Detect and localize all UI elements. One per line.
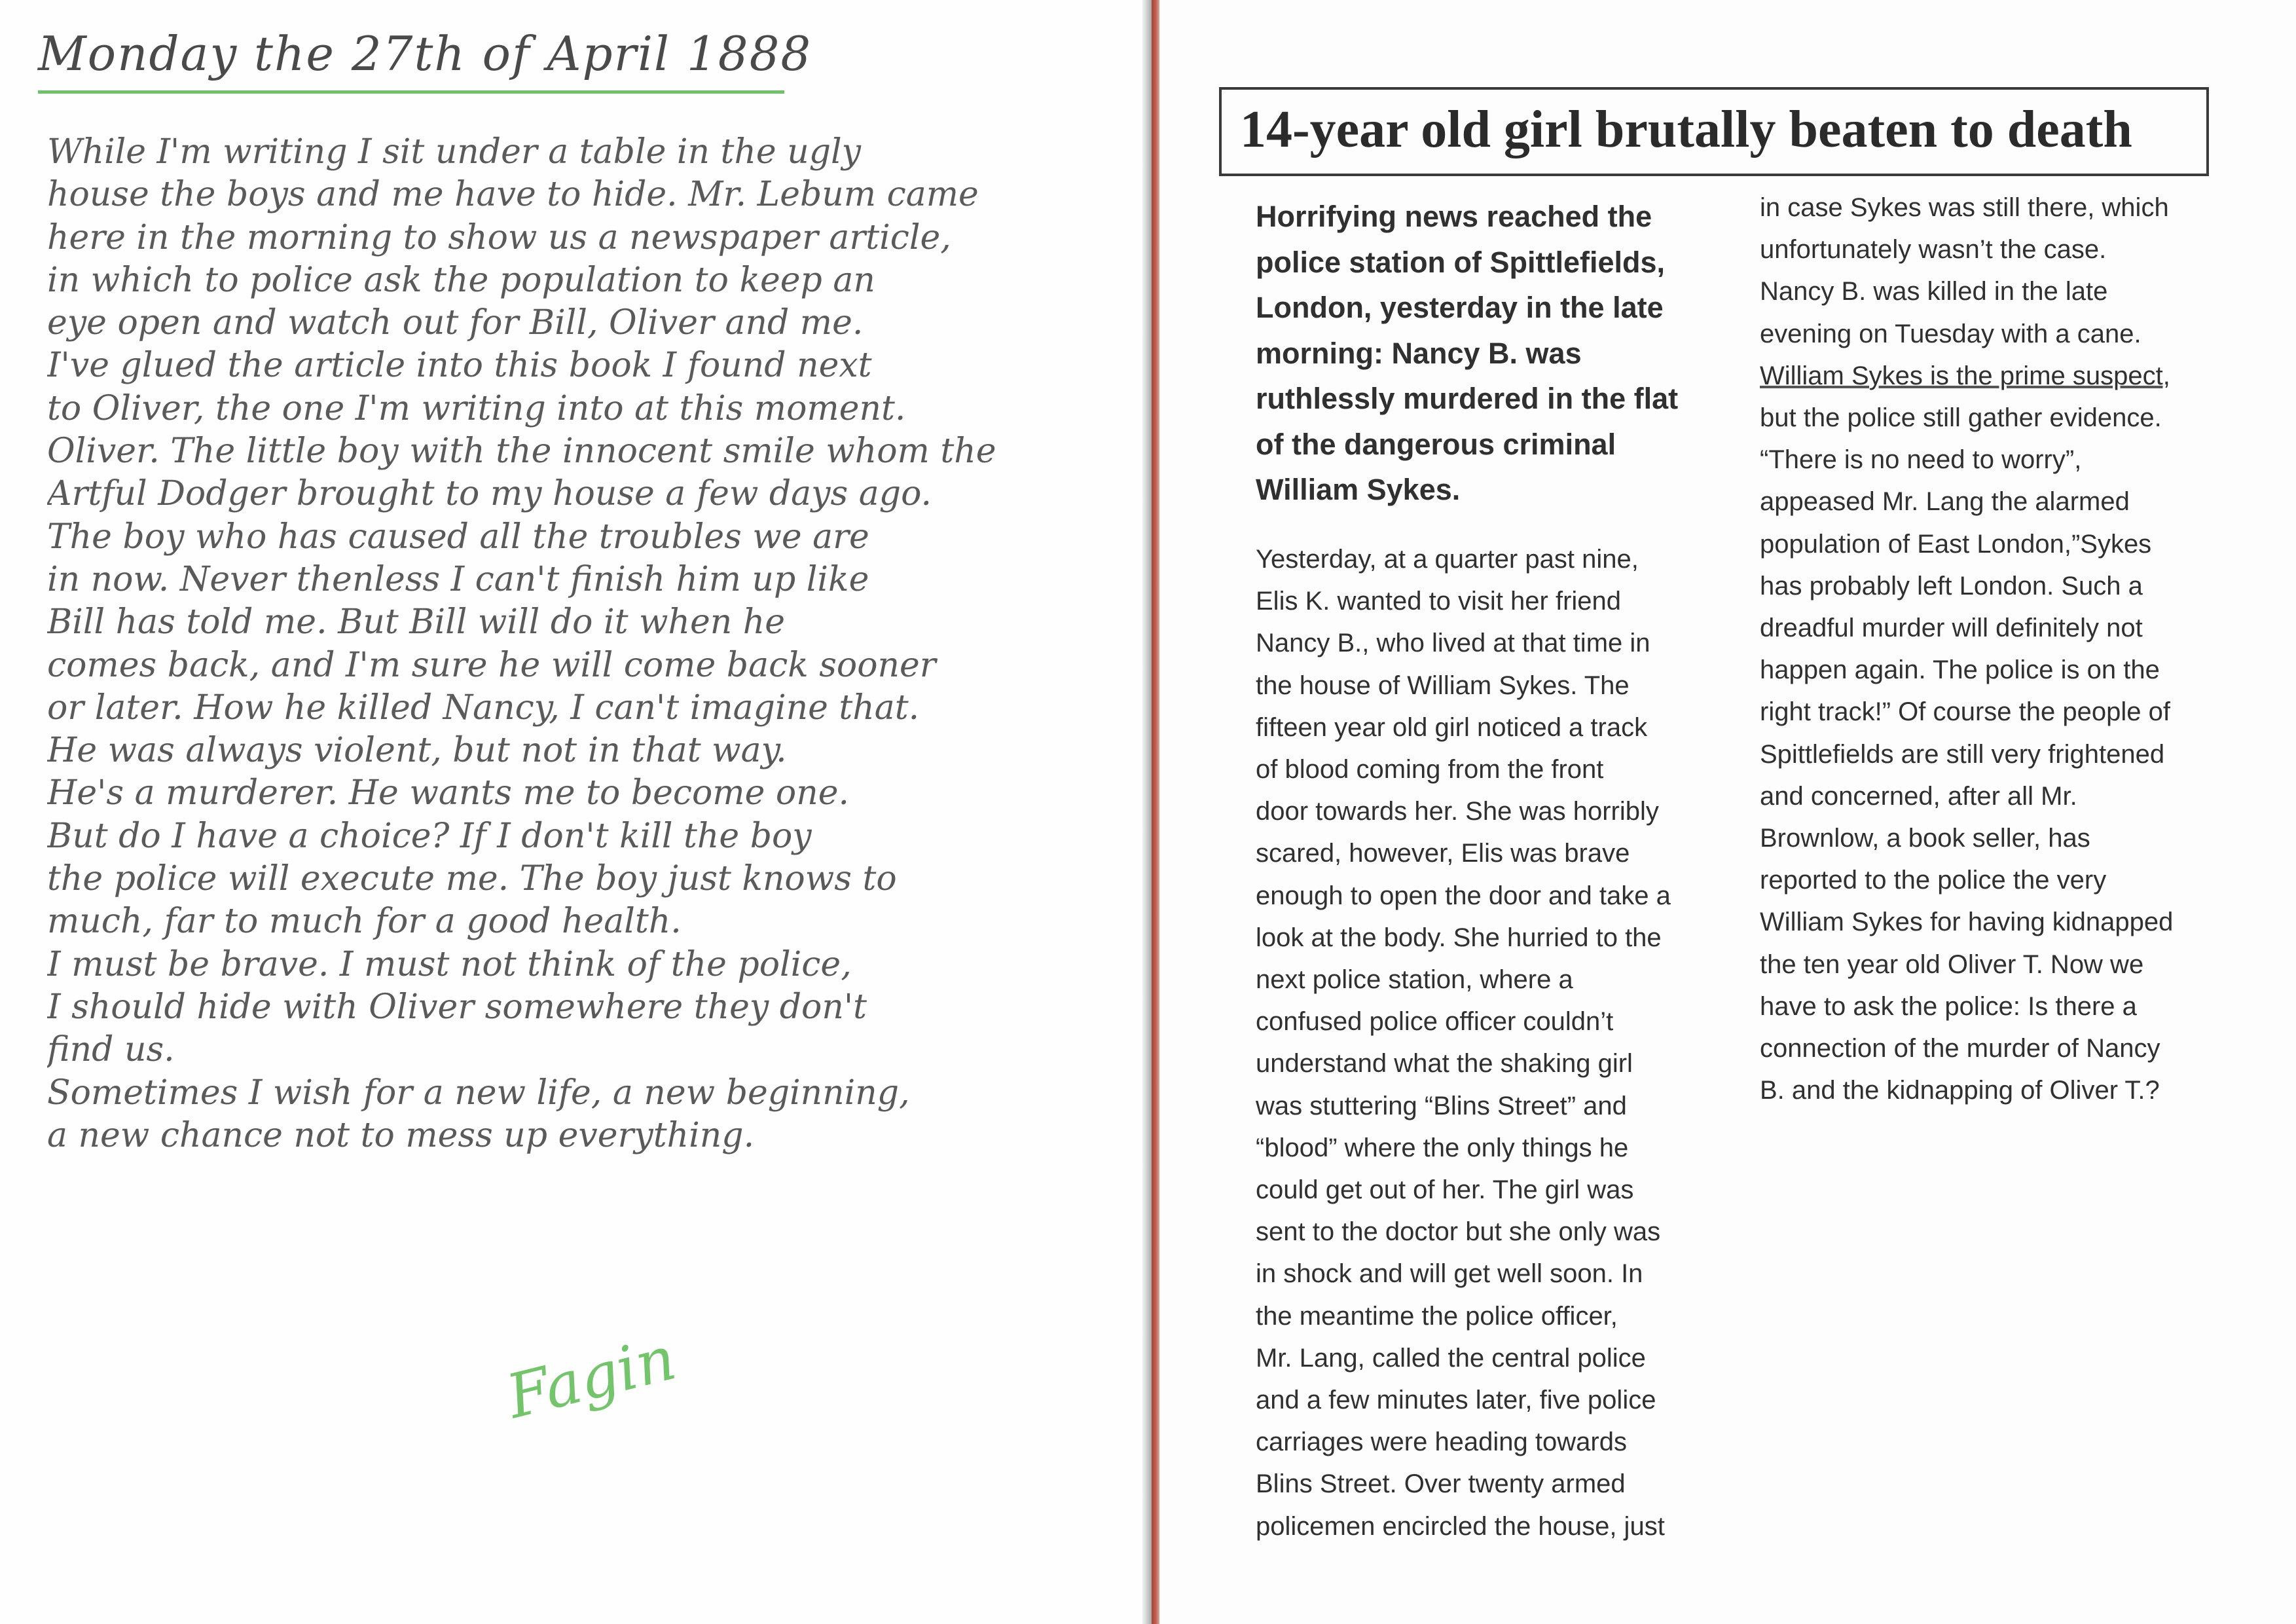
diary-line: the police will execute me. The boy just knows to <box>47 859 897 899</box>
article-right-line: Brownlow, a book seller, has <box>1760 824 2090 853</box>
diary-line: find us. <box>47 1030 175 1070</box>
diary-line: in which to police ask the population to keep an <box>47 260 875 300</box>
binding-edge <box>1152 0 1159 1624</box>
diary-line: Sometimes I wish for a new life, a new beginning, <box>47 1073 910 1113</box>
article-right-line: has probably left London. Such a <box>1760 571 2143 600</box>
diary-line: Bill has told me. But Bill will do it when he <box>47 602 786 642</box>
article-right-line: happen again. The police is on the <box>1760 655 2160 685</box>
diary-line: here in the morning to show us a newspaper article, <box>47 217 951 257</box>
diary-line: to Oliver, the one I'm writing into at this moment. <box>47 388 906 428</box>
article-body-line: fifteen year old girl noticed a track <box>1256 712 1648 742</box>
article-right-line: Spittlefields are still very frightened <box>1760 739 2165 769</box>
diary-line: He's a murderer. He wants me to become one. <box>47 773 850 813</box>
article-lead-line: Horrifying news reached the <box>1256 200 1652 233</box>
article-right-line: have to ask the police: Is there a <box>1760 991 2137 1021</box>
article-body-left <box>1256 538 1740 1547</box>
article-body-line: the meantime the police officer, <box>1256 1301 1618 1331</box>
article-body-line: policemen encircled the house, just <box>1256 1511 1665 1541</box>
article-right-line: dreadful murder will definitely not <box>1760 614 2143 643</box>
article-headline: 14-year old girl brutally beaten to death <box>1240 101 2132 158</box>
article-body-line: Elis K. wanted to visit her friend <box>1256 587 1622 616</box>
article-lead-line: ruthlessly murdered in the flat <box>1256 382 1679 415</box>
headline-box <box>1219 87 2209 176</box>
article-lead-line: morning: Nancy B. was <box>1256 336 1582 370</box>
article-body-line: was stuttering “Blins Street” and <box>1256 1091 1627 1120</box>
article-right-line: appeased Mr. Lang the alarmed <box>1760 487 2130 517</box>
diary-line: Oliver. The little boy with the innocent smile whom the <box>47 432 996 471</box>
article-body-line: the house of William Sykes. The <box>1256 671 1630 700</box>
article-lead-line: police station of Spittlefields, <box>1256 245 1666 279</box>
article-right-line: Nancy B. was killed in the late <box>1760 277 2108 306</box>
article-body-line: Mr. Lang, called the central police <box>1256 1343 1646 1373</box>
diary-date: Monday the 27th of April 1888 <box>38 26 812 81</box>
diary-line: Artful Dodger brought to my house a few days ago. <box>47 474 932 514</box>
date-underline <box>38 90 784 94</box>
article-body-right <box>1760 187 2212 1111</box>
article-lead-line: London, yesterday in the late <box>1256 291 1664 324</box>
article-right-line: the ten year old Oliver T. Now we <box>1760 950 2144 979</box>
diary-body <box>47 131 1127 1157</box>
article-body-line: and a few minutes later, five police <box>1256 1386 1656 1415</box>
article-body-line: Yesterday, at a quarter past nine, <box>1256 545 1639 574</box>
article-body-line: carriages were heading towards <box>1256 1428 1627 1457</box>
article-right-line: population of East London,”Sykes <box>1760 529 2152 559</box>
article-body-line: enough to open the door and take a <box>1256 881 1671 910</box>
article-right-line: William Sykes is the prime suspect, <box>1760 361 2170 390</box>
article-right-line: “There is no need to worry”, <box>1760 445 2082 475</box>
article-right-line: B. and the kidnapping of Oliver T.? <box>1760 1076 2160 1105</box>
article-lead-line: William Sykes. <box>1256 473 1461 506</box>
article-right-line: in case Sykes was still there, which <box>1760 193 2169 222</box>
article-body-line: Blins Street. Over twenty armed <box>1256 1469 1626 1499</box>
article-lead-line: of the dangerous criminal <box>1256 427 1616 461</box>
article-right-line: right track!” Of course the people of <box>1760 697 2170 727</box>
diary-line: or later. How he killed Nancy, I can't imagine that. <box>47 688 920 728</box>
article-right-line: William Sykes for having kidnapped <box>1760 908 2174 937</box>
article-right-line: reported to the police the very <box>1760 866 2107 895</box>
article-body-line: sent to the doctor but she only was <box>1256 1217 1661 1247</box>
diary-line: I should hide with Oliver somewhere they don't <box>47 987 867 1027</box>
diary-line: in now. Never thenless I can't finish him up like <box>47 559 869 599</box>
diary-line: I've glued the article into this book I found next <box>47 346 872 386</box>
diary-line: I must be brave. I must not think of the police, <box>47 944 852 984</box>
article-body-line: look at the body. She hurried to the <box>1256 923 1662 952</box>
article-body-line: in shock and will get well soon. In <box>1256 1259 1643 1289</box>
article-lead <box>1256 194 1740 513</box>
article-right-line: unfortunately wasn’t the case. <box>1760 235 2107 265</box>
signature: Fagin <box>500 1323 683 1432</box>
article-body-line: Nancy B., who lived at that time in <box>1256 629 1650 658</box>
diary-line: eye open and watch out for Bill, Oliver and me. <box>47 303 864 343</box>
diary-line: much, far to much for a good health. <box>47 902 682 942</box>
article-right-line: but the police still gather evidence. <box>1760 403 2162 433</box>
article-body-line: could get out of her. The girl was <box>1256 1175 1634 1205</box>
diary-line: He was always violent, but not in that way. <box>47 731 787 771</box>
article-right-line: connection of the murder of Nancy <box>1760 1034 2160 1063</box>
diary-line: The boy who has caused all the troubles we are <box>47 517 869 557</box>
page-edge <box>1142 0 1152 1624</box>
diary-line: comes back, and I'm sure he will come back sooner <box>47 645 936 685</box>
article-body-line: understand what the shaking girl <box>1256 1049 1633 1079</box>
diary-line: a new chance not to mess up everything. <box>47 1115 755 1155</box>
article-body-line: of blood coming from the front <box>1256 755 1604 784</box>
article-right-line: evening on Tuesday with a cane. <box>1760 319 2141 348</box>
article-body-line: “blood” where the only things he <box>1256 1133 1629 1162</box>
article-body-line: confused police officer couldn’t <box>1256 1007 1614 1037</box>
diary-line: house the boys and me have to hide. Mr. Lebum came <box>47 175 979 215</box>
article-body-line: scared, however, Elis was brave <box>1256 839 1630 868</box>
diary-line: While I'm writing I sit under a table in the ugly <box>47 132 862 172</box>
article-body-line: next police station, where a <box>1256 965 1573 995</box>
article-right-line: and concerned, after all Mr. <box>1760 781 2077 811</box>
article-body-line: door towards her. She was horribly <box>1256 797 1659 826</box>
diary-line: But do I have a choice? If I don't kill the boy <box>47 816 812 856</box>
